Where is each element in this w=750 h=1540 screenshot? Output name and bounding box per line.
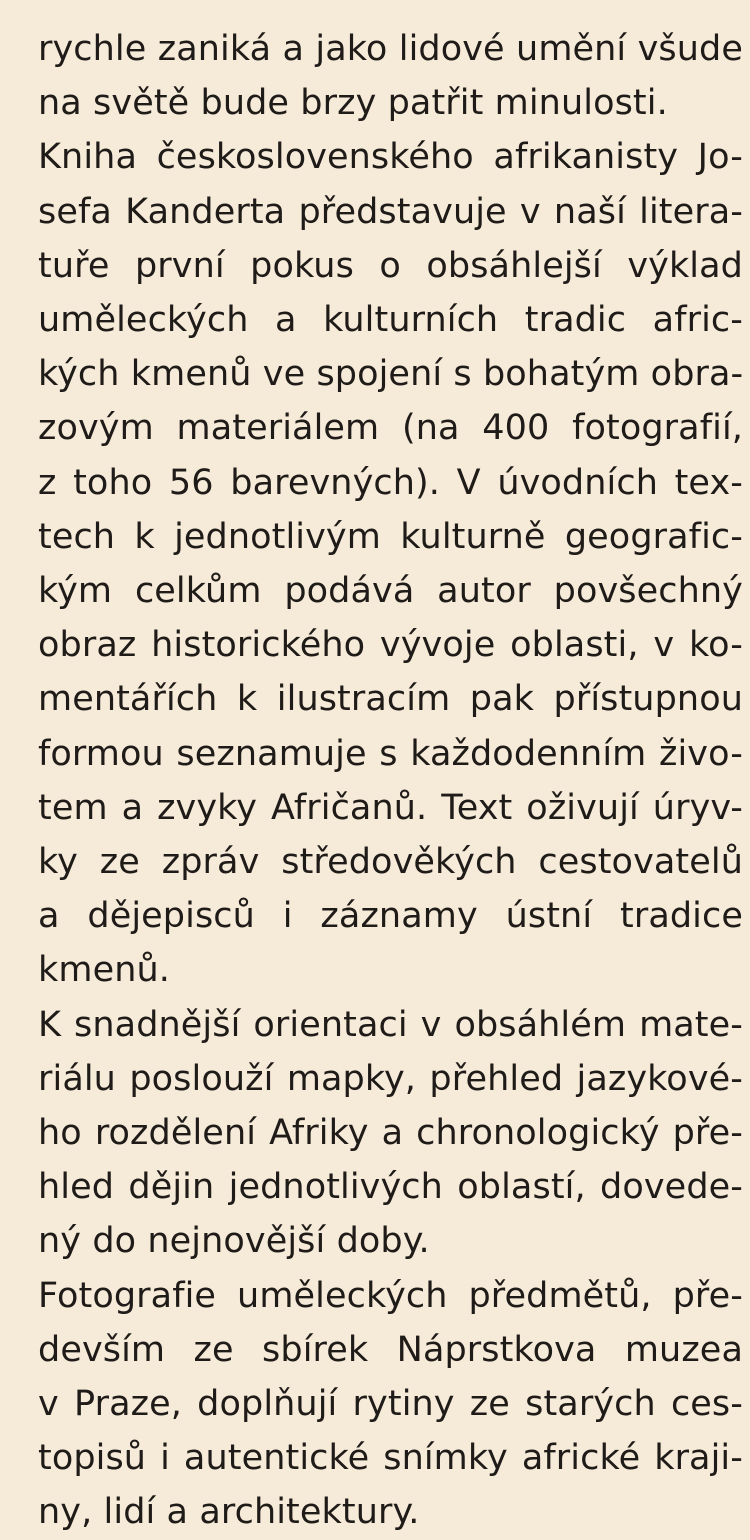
text-line: topisů i autentické snímky africké kraji- — [38, 1438, 743, 1479]
text-line: a dějepisců i záznamy ústní tradice — [38, 896, 743, 937]
text-line: zovým materiálem (na 400 fotografií, — [38, 408, 743, 449]
text-line: ny, lidí a architektury. — [38, 1492, 420, 1533]
text-line: kým celkům podává autor povšechný — [38, 571, 743, 612]
body-text — [38, 22, 748, 1540]
text-line: kých kmenů ve spojení s bohatým obra- — [38, 354, 744, 395]
text-line: ný do nejnovější doby. — [38, 1221, 430, 1262]
text-line: Kniha československého afrikanisty Jo- — [38, 137, 743, 178]
text-line: K snadnější orientaci v obsáhlém mate- — [38, 1004, 743, 1045]
text-line: obraz historického vývoje oblasti, v ko- — [38, 625, 743, 666]
text-line: hled dějin jednotlivých oblastí, dovede- — [38, 1167, 743, 1208]
text-line: v Praze, doplňují rytiny ze starých ces- — [38, 1384, 743, 1425]
text-line: tech k jednotlivým kulturně geografic- — [38, 516, 743, 557]
text-line: ho rozdělení Afriky a chronologický pře- — [38, 1113, 743, 1154]
text-line: tem a zvyky Afričanů. Text oživují úryv- — [38, 787, 743, 828]
text-line: kmenů. — [38, 950, 170, 991]
text-line: formou seznamuje s každodenním živo- — [38, 733, 743, 774]
text-line: tuře první pokus o obsáhlejší výklad — [38, 245, 743, 286]
text-line: riálu poslouží mapky, přehled jazykové- — [38, 1058, 743, 1099]
text-line: Fotografie uměleckých předmětů, pře- — [38, 1275, 743, 1316]
text-line: uměleckých a kulturních tradic afric- — [38, 300, 743, 341]
text-line: sefa Kanderta představuje v naší litera- — [38, 191, 743, 232]
text-line: devším ze sbírek Náprstkova muzea — [38, 1329, 743, 1370]
text-line: na světě bude brzy patřit minulosti. — [38, 83, 668, 124]
text-line: ky ze zpráv středověkých cestovatelů — [38, 842, 743, 883]
text-line: rychle zaniká a jako lidové umění všude — [38, 29, 743, 69]
text-line: mentářích k ilustracím pak přístupnou — [38, 679, 743, 720]
text-line: z toho 56 barevných). V úvodních tex- — [38, 462, 743, 503]
